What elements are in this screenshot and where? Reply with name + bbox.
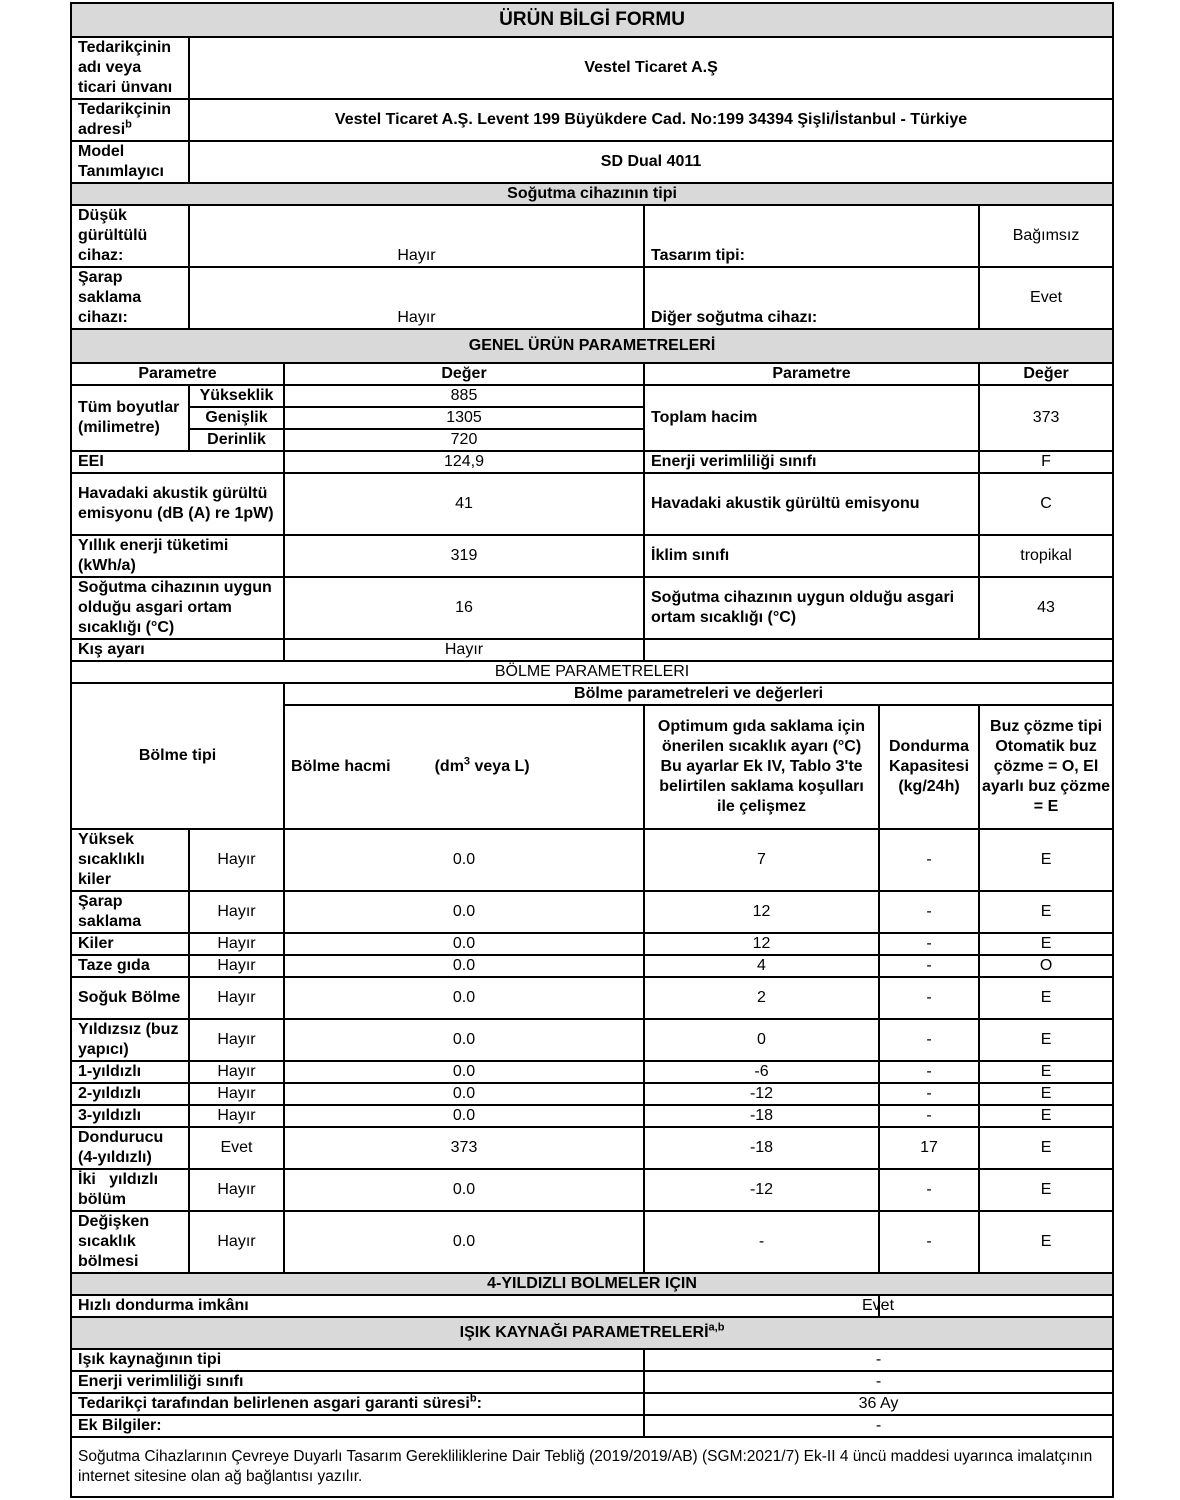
low-noise-label: Düşük gürültülü cihaz: <box>71 205 189 267</box>
product-information-sheet <box>70 2 1112 1498</box>
compartment-defrost: E <box>979 977 1113 1019</box>
compartment-present: Hayır <box>189 955 284 977</box>
footnote: Soğutma Cihazlarının Çevreye Duyarlı Tasarım Gerekliliklerine Dair Tebliğ (2019/2019/AB) (SGM:2021/7) Ek-II 4 üncü maddesi uyarınca imalatçının internet sitesine olan ağ bağlantısı yazılır. <box>71 1437 1113 1497</box>
noise-class-label: Havadaki akustik gürültü emisyonu <box>644 473 979 535</box>
other-device-label: Diğer soğutma cihazı: <box>644 267 979 329</box>
compartment-defrost: E <box>979 891 1113 933</box>
compartment-present: Hayır <box>189 1019 284 1061</box>
compartment-present: Hayır <box>189 829 284 891</box>
compartment-row <box>71 891 1113 933</box>
general-params-heading: GENEL ÜRÜN PARAMETRELERİ <box>71 329 1113 363</box>
max-ambient-temp-label: Soğutma cihazının uygun olduğu asgari ortam sıcaklığı (°C) <box>644 577 979 639</box>
compartment-freeze: - <box>879 1083 979 1105</box>
light-source-heading-text: IŞIK KAYNAĞI PARAMETRELERİ <box>459 1324 709 1341</box>
compartment-row <box>71 1169 1113 1211</box>
width-label: Genişlik <box>189 407 284 429</box>
compartment-col-freeze: Dondurma Kapasitesi (kg/24h) <box>879 705 979 829</box>
compartment-row <box>71 1211 1113 1273</box>
compartment-params-heading: BÖLME PARAMETRELERI <box>71 661 1113 683</box>
compartment-present: Hayır <box>189 1061 284 1083</box>
compartment-volume: 0.0 <box>284 977 644 1019</box>
compartment-freeze: - <box>879 1019 979 1061</box>
annual-energy-label: Yıllık enerji tüketimi (kWh/a) <box>71 535 284 577</box>
compartment-type: Şarap saklama <box>71 891 189 933</box>
min-ambient-temp-value: 16 <box>284 577 644 639</box>
compartment-type: 3-yıldızlı <box>71 1105 189 1127</box>
extra-info-label: Ek Bilgiler: <box>71 1415 644 1437</box>
model-label: Model Tanımlayıcı <box>71 141 189 183</box>
warranty-value: 36 Ay <box>644 1393 1113 1415</box>
compartment-volume: 0.0 <box>284 1105 644 1127</box>
compartment-temp: - <box>644 1211 879 1273</box>
extra-info-value: - <box>644 1415 1113 1437</box>
compartment-type: İki yıldızlı bölüm <box>71 1169 189 1211</box>
other-device-value: Evet <box>979 267 1113 329</box>
model-value: SD Dual 4011 <box>189 141 1113 183</box>
compartment-defrost: E <box>979 1083 1113 1105</box>
compartment-col-temp: Optimum gıda saklama için önerilen sıcaklık ayarı (°C) Bu ayarlar Ek IV, Tablo 3'te belirtilen saklama koşulları ile çelişmez <box>644 705 879 829</box>
compartment-freeze: - <box>879 977 979 1019</box>
compartment-defrost: E <box>979 1019 1113 1061</box>
compartment-present: Hayır <box>189 891 284 933</box>
warranty-label <box>71 1393 644 1415</box>
light-type-label: Işık kaynağının tipi <box>71 1349 644 1371</box>
compartment-freeze: - <box>879 1211 979 1273</box>
noise-emission-label: Havadaki akustik gürültü emisyonu (dB (A) re 1pW) <box>71 473 284 535</box>
total-volume-label: Toplam hacim <box>644 385 979 451</box>
min-ambient-temp-label: Soğutma cihazının uygun olduğu asgari ortam sıcaklığı (°C) <box>71 577 284 639</box>
four-star-heading: 4-YILDIZLI BOLMELER IÇIN <box>71 1273 1113 1295</box>
light-source-heading-sup: a,b <box>708 1321 725 1334</box>
dimensions-label: Tüm boyutlar (milimetre) <box>71 385 189 451</box>
fast-freeze-value <box>862 1295 1113 1317</box>
supplier-address-sup: b <box>125 118 132 131</box>
compartment-volume: 0.0 <box>284 891 644 933</box>
compartment-temp: 12 <box>644 891 879 933</box>
compartment-present: Hayır <box>189 1211 284 1273</box>
compartment-temp: -12 <box>644 1083 879 1105</box>
compartment-freeze: 17 <box>879 1127 979 1169</box>
compartment-freeze: - <box>879 933 979 955</box>
compartment-type: Kiler <box>71 933 189 955</box>
max-ambient-temp-value: 43 <box>979 577 1113 639</box>
compartment-present: Hayır <box>189 933 284 955</box>
light-class-value: - <box>644 1371 1113 1393</box>
compartment-defrost: E <box>979 1061 1113 1083</box>
compartment-freeze: - <box>879 1169 979 1211</box>
design-type-label: Tasarım tipi: <box>644 205 979 267</box>
compartment-defrost: O <box>979 955 1113 977</box>
compartment-freeze: - <box>879 1061 979 1083</box>
product-form-table <box>70 2 1114 1498</box>
warranty-colon: : <box>476 1395 482 1412</box>
compartment-defrost: E <box>979 1211 1113 1273</box>
light-class-label: Enerji verimliliği sınıfı <box>71 1371 644 1393</box>
compartment-col-volume <box>284 705 644 829</box>
light-type-value: - <box>644 1349 1113 1371</box>
compartment-row <box>71 1127 1113 1169</box>
total-volume-value: 373 <box>979 385 1113 451</box>
compartment-row <box>71 829 1113 891</box>
compartment-col-defrost: Buz çözme tipi Otomatik buz çözme = O, El ayarlı buz çözme = E <box>979 705 1113 829</box>
wine-storage-label: Şarap saklama cihazı: <box>71 267 189 329</box>
fast-freeze-label: Hızlı dondurma imkânı <box>71 1295 879 1317</box>
eei-label: EEI <box>71 451 284 473</box>
compartment-freeze: - <box>879 891 979 933</box>
energy-class-label: Enerji verimliliği sınıfı <box>644 451 979 473</box>
form-title: ÜRÜN BİLGİ FORMU <box>71 3 1113 37</box>
compartment-type: Dondurucu (4-yıldızlı) <box>71 1127 189 1169</box>
compartment-type: Değişken sıcaklık bölmesi <box>71 1211 189 1273</box>
compartment-temp: 4 <box>644 955 879 977</box>
compartment-row <box>71 1083 1113 1105</box>
design-type-value: Bağımsız <box>979 205 1113 267</box>
compartment-defrost: E <box>979 1169 1113 1211</box>
supplier-address-label <box>71 99 189 141</box>
compartment-temp: 12 <box>644 933 879 955</box>
compartment-temp: 2 <box>644 977 879 1019</box>
compartment-temp: 0 <box>644 1019 879 1061</box>
compartment-volume: 373 <box>284 1127 644 1169</box>
supplier-name-value: Vestel Ticaret A.Ş <box>189 37 1113 99</box>
fast-freeze-value-text: Evet <box>862 1297 895 1314</box>
noise-emission-value: 41 <box>284 473 644 535</box>
compartment-subheading: Bölme parametreleri ve değerleri <box>284 683 1113 705</box>
compartment-col-volume-sup: 3 <box>463 755 471 768</box>
compartment-row <box>71 955 1113 977</box>
compartment-row <box>71 1019 1113 1061</box>
winter-setting-value: Hayır <box>284 639 644 661</box>
compartment-defrost: E <box>979 829 1113 891</box>
compartment-col-volume-c: veya L) <box>470 758 530 775</box>
warranty-label-text: Tedarikçi tarafından belirlenen asgari garanti süresi <box>78 1395 470 1412</box>
height-label: Yükseklik <box>189 385 284 407</box>
eei-value: 124,9 <box>284 451 644 473</box>
compartment-freeze: - <box>879 1105 979 1127</box>
compartment-temp: -12 <box>644 1169 879 1211</box>
climate-class-label: İklim sınıfı <box>644 535 979 577</box>
compartment-defrost: E <box>979 1127 1113 1169</box>
compartment-volume: 0.0 <box>284 1019 644 1061</box>
compartment-row <box>71 933 1113 955</box>
compartment-type: Yıldızsız (buz yapıcı) <box>71 1019 189 1061</box>
winter-setting-label: Kış ayarı <box>71 639 284 661</box>
compartment-col-type: Bölme tipi <box>71 683 284 829</box>
annual-energy-value: 319 <box>284 535 644 577</box>
width-value: 1305 <box>284 407 644 429</box>
compartment-freeze: - <box>879 829 979 891</box>
compartment-temp: 7 <box>644 829 879 891</box>
compartment-col-volume-b: (dm <box>434 758 464 775</box>
general-col-param-left: Parametre <box>71 363 284 385</box>
supplier-address-label-text: Tedarikçinin adresi <box>78 101 172 138</box>
compartment-present: Hayır <box>189 977 284 1019</box>
compartment-freeze: - <box>879 955 979 977</box>
winter-setting-empty <box>644 639 1113 661</box>
compartment-volume: 0.0 <box>284 1061 644 1083</box>
compartment-type: 1-yıldızlı <box>71 1061 189 1083</box>
compartment-volume: 0.0 <box>284 1211 644 1273</box>
compartment-volume: 0.0 <box>284 829 644 891</box>
height-value: 885 <box>284 385 644 407</box>
compartment-type: Soğuk Bölme <box>71 977 189 1019</box>
warranty-sup: b <box>469 1392 477 1405</box>
light-source-heading <box>71 1317 1113 1349</box>
noise-class-value: C <box>979 473 1113 535</box>
compartment-volume: 0.0 <box>284 1083 644 1105</box>
compartment-type: Taze gıda <box>71 955 189 977</box>
device-type-heading: Soğutma cihazının tipi <box>71 183 1113 205</box>
compartment-volume: 0.0 <box>284 1169 644 1211</box>
compartment-type: Yüksek sıcaklıklı kiler <box>71 829 189 891</box>
supplier-name-label: Tedarikçinin adı veya ticari ünvanı <box>71 37 189 99</box>
general-col-value-right: Değer <box>979 363 1113 385</box>
compartment-present: Evet <box>189 1127 284 1169</box>
compartment-type: 2-yıldızlı <box>71 1083 189 1105</box>
supplier-address-value: Vestel Ticaret A.Ş. Levent 199 Büyükdere Cad. No:199 34394 Şişli/İstanbul - Türkiye <box>189 99 1113 141</box>
compartment-temp: -6 <box>644 1061 879 1083</box>
compartment-row <box>71 977 1113 1019</box>
compartment-volume: 0.0 <box>284 955 644 977</box>
compartment-present: Hayır <box>189 1105 284 1127</box>
compartment-defrost: E <box>979 933 1113 955</box>
compartment-defrost: E <box>979 1105 1113 1127</box>
compartment-present: Hayır <box>189 1083 284 1105</box>
compartment-temp: -18 <box>644 1127 879 1169</box>
general-col-param-right: Parametre <box>644 363 979 385</box>
compartment-row <box>71 1061 1113 1083</box>
depth-label: Derinlik <box>189 429 284 451</box>
compartment-volume: 0.0 <box>284 933 644 955</box>
climate-class-value: tropikal <box>979 535 1113 577</box>
depth-value: 720 <box>284 429 644 451</box>
low-noise-value: Hayır <box>189 205 644 267</box>
energy-class-value: F <box>979 451 1113 473</box>
general-col-value-left: Değer <box>284 363 644 385</box>
compartment-temp: -18 <box>644 1105 879 1127</box>
compartment-col-volume-a: Bölme hacmi <box>291 758 391 775</box>
compartment-row <box>71 1105 1113 1127</box>
compartment-present: Hayır <box>189 1169 284 1211</box>
wine-storage-value: Hayır <box>189 267 644 329</box>
